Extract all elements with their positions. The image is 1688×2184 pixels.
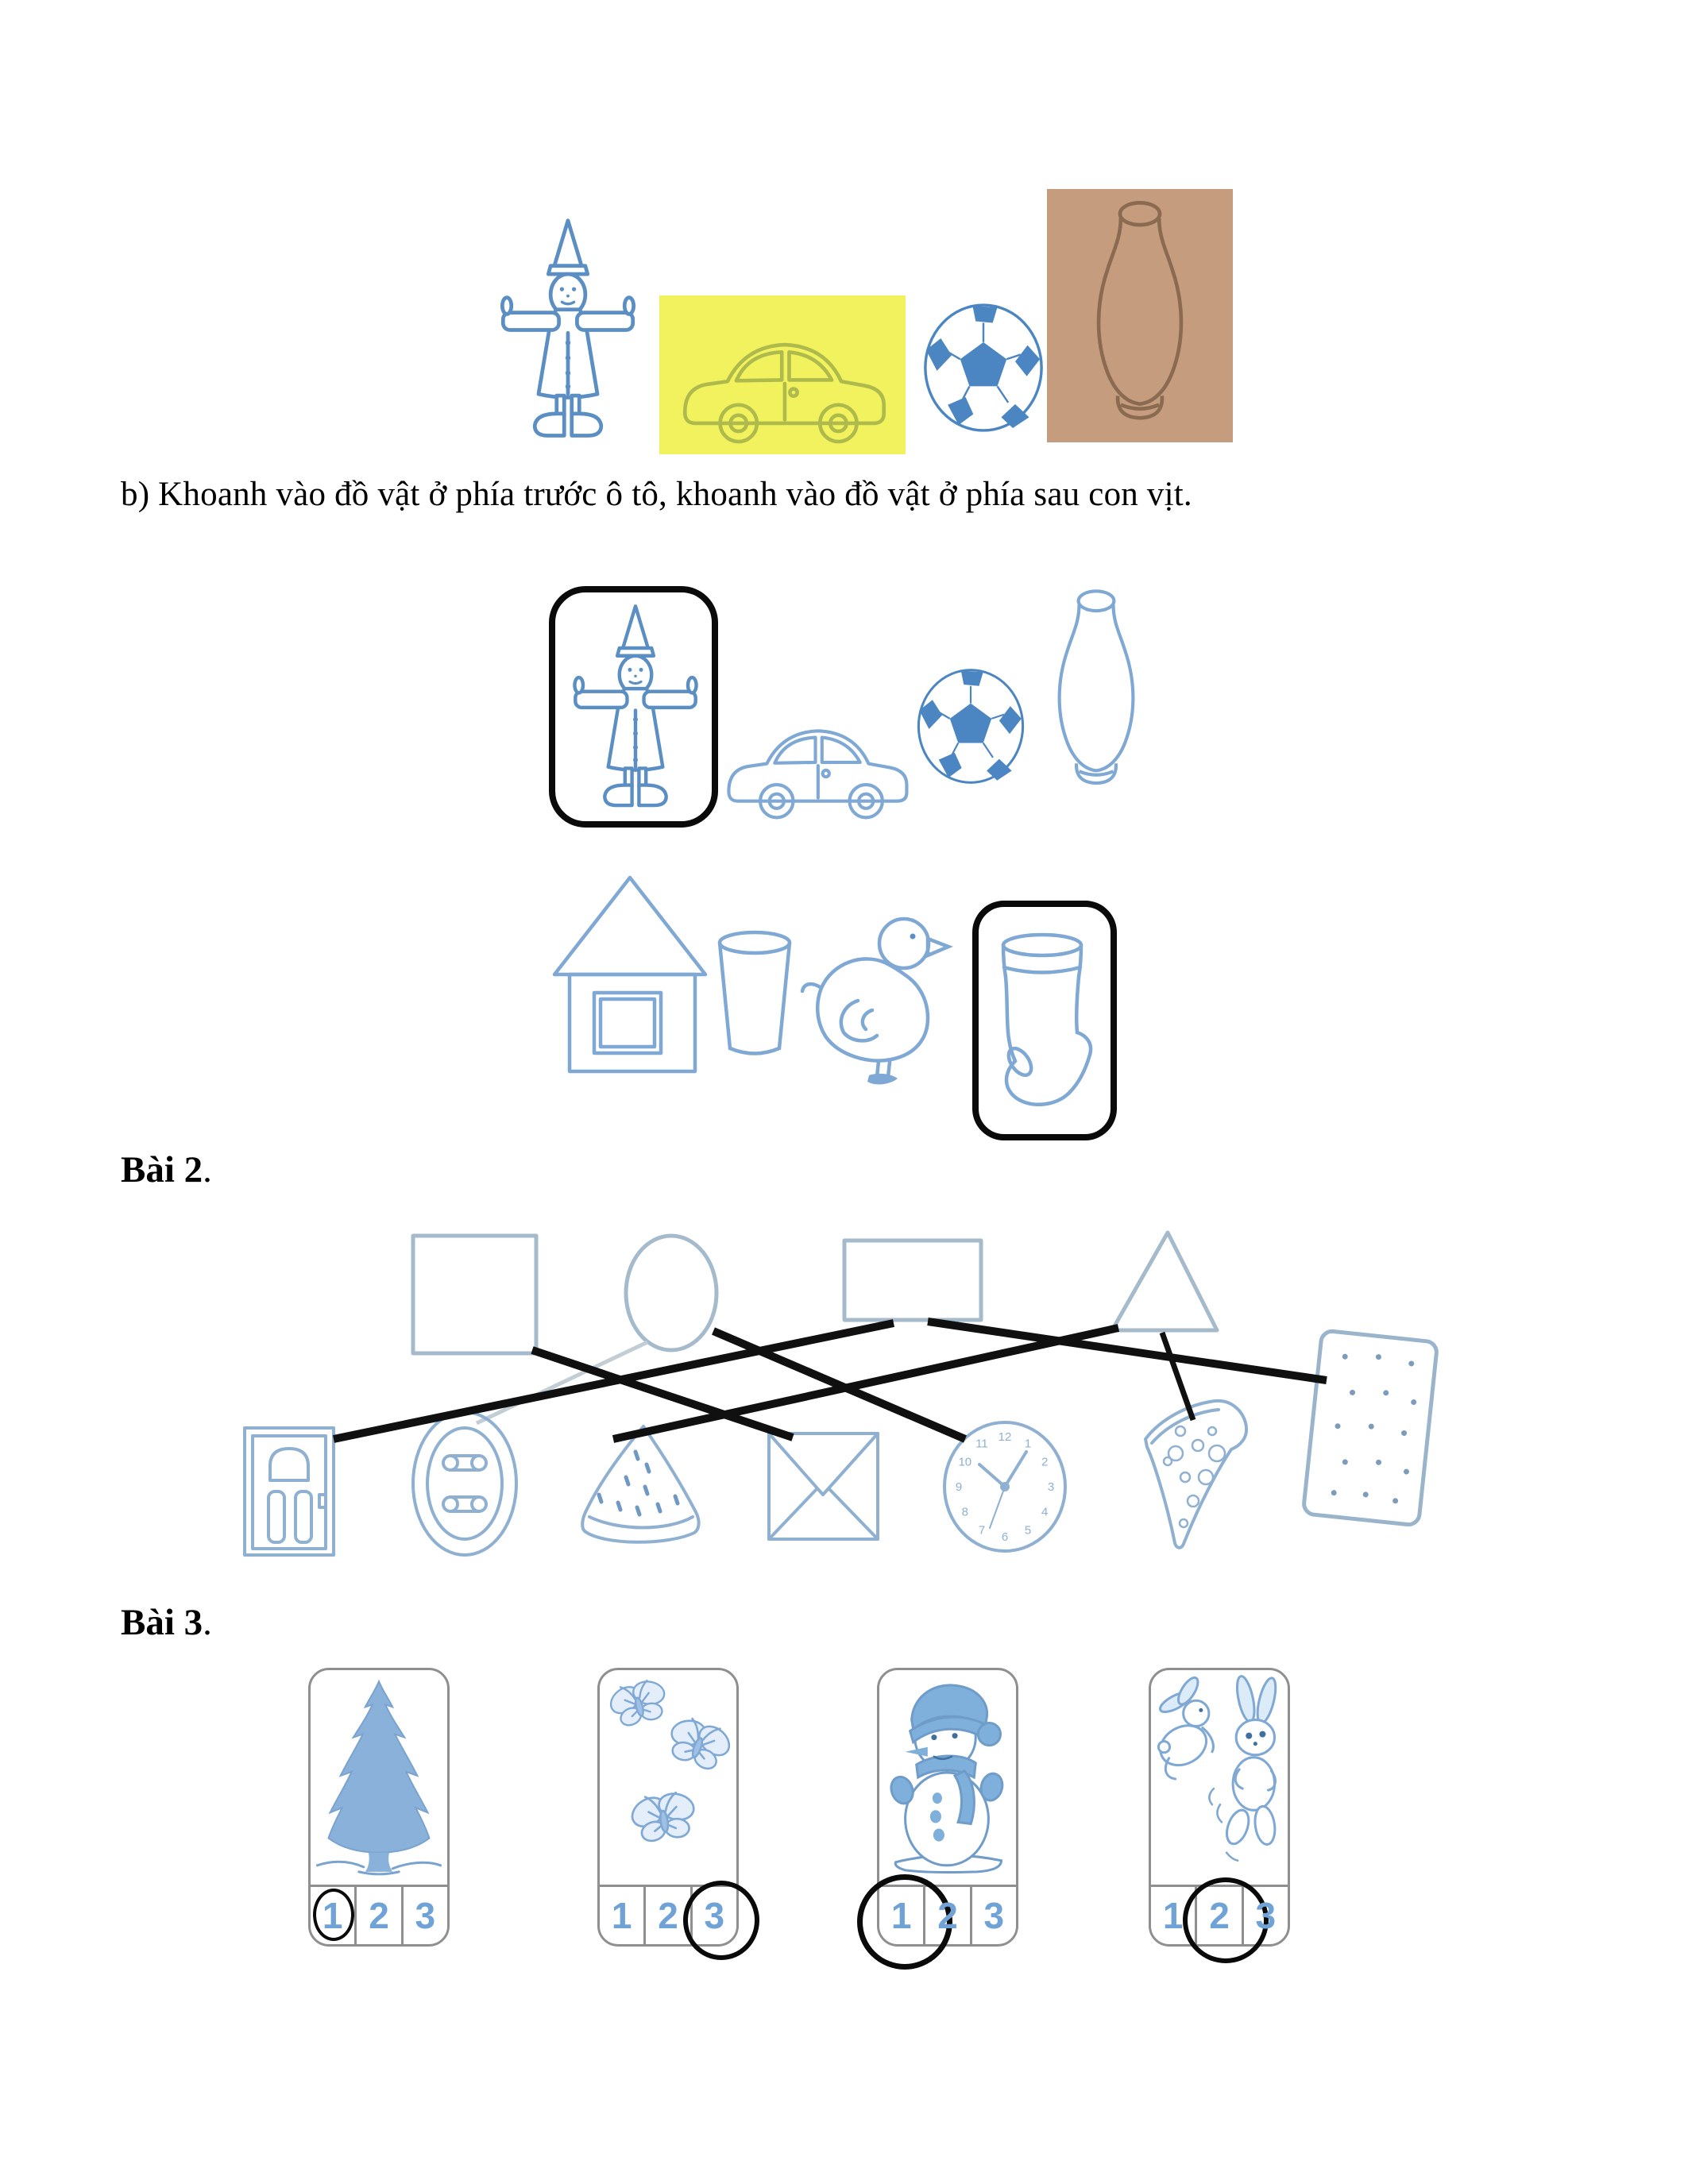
- answer-circle-sock: [975, 904, 1114, 1137]
- snowman-drawing: [879, 1670, 1016, 1885]
- exercise-2-title: Bài 2: [121, 1149, 203, 1190]
- shape-triangle: [1112, 1233, 1217, 1330]
- number-option: [354, 1887, 400, 1944]
- object-door: [245, 1428, 334, 1555]
- number-label: 3: [983, 1895, 1005, 1936]
- number-option: [970, 1887, 1016, 1944]
- svg-text:12: 12: [998, 1430, 1012, 1444]
- clown-drawing: [502, 221, 633, 436]
- object-pizza-slice: [1145, 1401, 1246, 1548]
- number-label: 3: [1255, 1895, 1277, 1936]
- soccer-ball-drawing: [925, 305, 1041, 430]
- duck-drawing: [802, 919, 948, 1084]
- number-option: [1195, 1887, 1241, 1944]
- part-b-instruction: b) Khoanh vào đồ vật ở phía trước ô tô, khoanh vào đồ vật ở phía sau con vịt.: [121, 476, 1192, 513]
- number-option: [1242, 1887, 1288, 1944]
- number-strip: [879, 1885, 1016, 1944]
- rabbits-drawing: [1151, 1670, 1288, 1885]
- number-label: 1: [1162, 1895, 1184, 1936]
- object-envelope: [769, 1433, 878, 1539]
- svg-text:2: 2: [1041, 1455, 1049, 1469]
- exercise-3-label: Bài 3.: [121, 1602, 212, 1643]
- svg-text:8: 8: [961, 1505, 968, 1519]
- number-label: 2: [937, 1895, 958, 1936]
- svg-text:3: 3: [1047, 1480, 1055, 1494]
- christmas-tree-drawing: [311, 1670, 447, 1885]
- number-option: [643, 1887, 689, 1944]
- glass-drawing: [720, 932, 790, 1054]
- counting-card-snowman: [877, 1668, 1018, 1947]
- part-b-row2-figure: [524, 866, 1144, 1144]
- number-option: [690, 1887, 736, 1944]
- svg-text:5: 5: [1024, 1523, 1032, 1538]
- object-watermelon-slice: [582, 1426, 698, 1542]
- counting-card-butterflies: [597, 1668, 739, 1947]
- number-option: [1151, 1887, 1195, 1944]
- answer-line-triangle-pizza: [1162, 1333, 1193, 1420]
- number-label: 2: [1209, 1895, 1230, 1936]
- number-strip: [600, 1885, 736, 1944]
- number-label: 2: [658, 1895, 678, 1936]
- svg-text:7: 7: [978, 1523, 986, 1538]
- number-option: [311, 1887, 354, 1944]
- counting-card-rabbits: [1149, 1668, 1290, 1947]
- exercise-2-label: Bài 2.: [121, 1149, 212, 1190]
- exercise-3-title: Bài 3: [121, 1602, 203, 1643]
- number-option: [879, 1887, 923, 1944]
- exercise-2-figure: [222, 1215, 1462, 1588]
- shape-rectangle: [844, 1241, 981, 1320]
- part-a-figure: [445, 183, 1247, 461]
- object-biscuit: [1303, 1330, 1437, 1526]
- shape-circle: [626, 1236, 717, 1350]
- number-label: 2: [369, 1895, 389, 1936]
- butterflies-drawing: [600, 1670, 736, 1885]
- svg-text:1: 1: [1024, 1437, 1032, 1451]
- number-label: 1: [611, 1895, 632, 1936]
- object-button: [413, 1412, 516, 1555]
- counting-card-tree: [308, 1668, 450, 1947]
- sock-drawing: [1003, 935, 1091, 1105]
- number-label: 1: [322, 1895, 343, 1936]
- svg-text:4: 4: [1041, 1505, 1049, 1519]
- number-label: 3: [704, 1895, 725, 1936]
- number-strip: [311, 1885, 447, 1944]
- number-label: 3: [415, 1895, 436, 1936]
- part-b-row1-figure: [524, 572, 1184, 834]
- car-drawing: [728, 731, 906, 817]
- number-option: [600, 1887, 643, 1944]
- vase-drawing: [1060, 591, 1134, 783]
- number-option: [923, 1887, 969, 1944]
- house-drawing: [554, 878, 705, 1071]
- number-option: [401, 1887, 447, 1944]
- svg-text:9: 9: [955, 1480, 963, 1494]
- clown-drawing: [574, 606, 696, 805]
- shape-square: [413, 1236, 536, 1353]
- answer-line-rectangle-door: [334, 1323, 894, 1439]
- soccer-ball-drawing: [918, 670, 1022, 783]
- svg-text:10: 10: [958, 1455, 972, 1469]
- number-label: 1: [890, 1895, 912, 1936]
- number-strip: [1151, 1885, 1288, 1944]
- svg-text:11: 11: [975, 1437, 988, 1451]
- svg-text:6: 6: [1001, 1530, 1009, 1544]
